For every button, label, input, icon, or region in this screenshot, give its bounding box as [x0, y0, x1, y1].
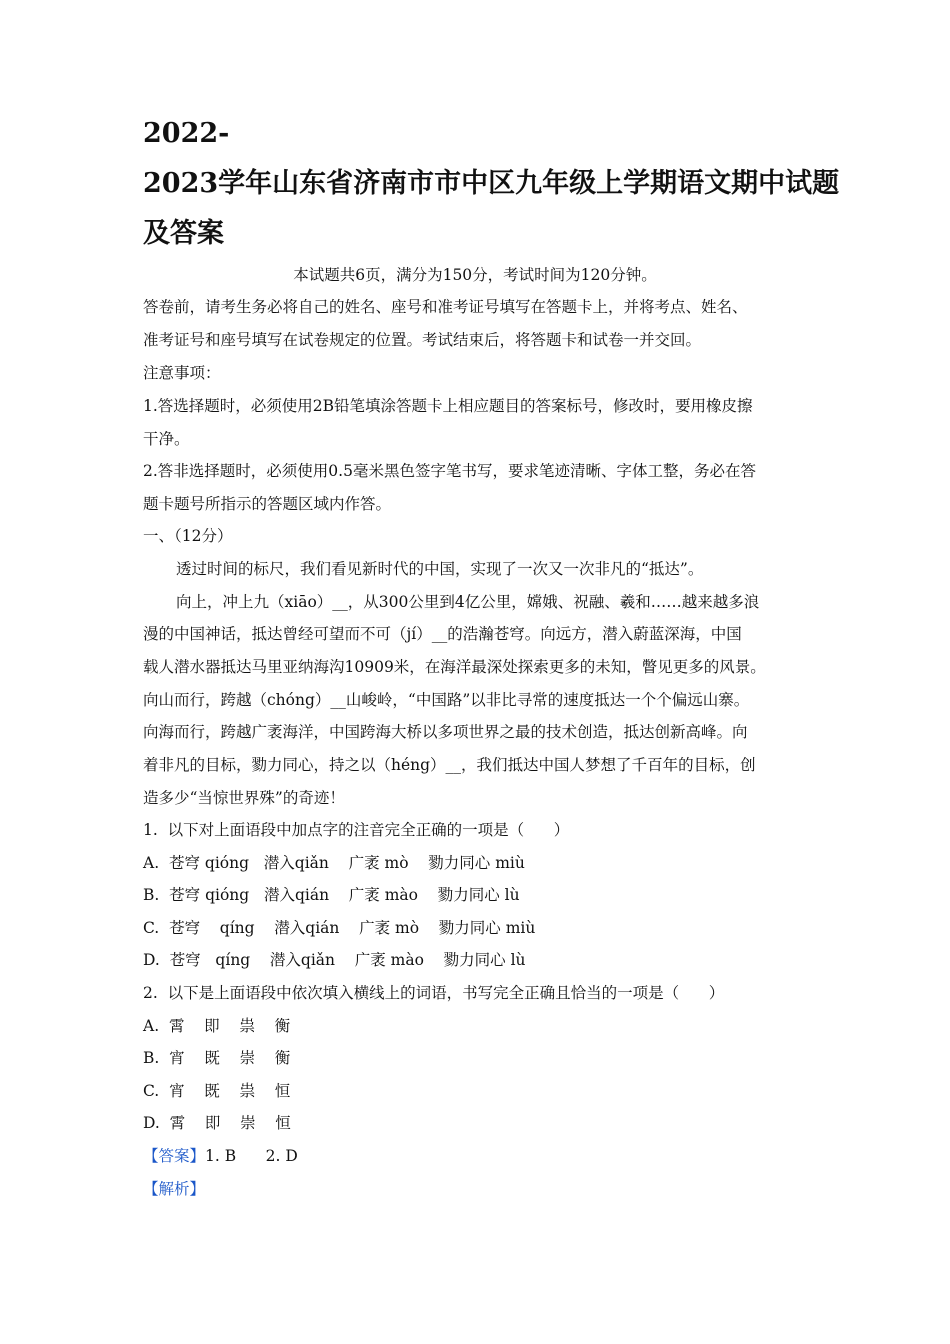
- option-d: D. 霄 即 崇 恒: [143, 1114, 291, 1132]
- passage-line: 漫的中国神话，抵达曾经可望而不可（jí）__的浩瀚苍穹。向远方，潜入蔚蓝深海，中国: [143, 625, 742, 643]
- analysis-line: [143, 1177, 205, 1201]
- option-b: B. 苍穹 qióng 潜入qián 广袤 mào 勠力同心 lù: [143, 886, 520, 904]
- question-stem: 2. 以下是上面语段中依次填入横线上的词语，书写完全正确且恰当的一项是（ ）: [143, 984, 725, 1002]
- title-line-3: 及答案: [143, 218, 224, 249]
- title-line-2: 2023学年山东省济南市市中区九年级上学期语文期中试题: [143, 168, 840, 199]
- note-line: 题卡题号所指示的答题区域内作答。: [143, 495, 392, 513]
- passage-line: 载人潜水器抵达马里亚纳海沟10909米，在海洋最深处探索更多的未知，瞥见更多的风景。: [143, 658, 766, 676]
- option-c: C. 苍穹 qíng 潜入qián 广袤 mò 勠力同心 miù: [143, 919, 536, 937]
- option-a: A. 苍穹 qióng 潜入qiǎn 广袤 mò 勠力同心 miù: [143, 854, 525, 872]
- passage-line: 向上，冲上九（xiāo）__，从300公里到4亿公里，嫦娥、祝融、羲和……越来越多浪: [176, 593, 760, 611]
- answer-line: [143, 1144, 298, 1168]
- exam-summary: 本试题共6页，满分为150分，考试时间为120分钟。: [293, 266, 657, 284]
- passage-line: 着非凡的目标，勠力同心，持之以（héng）__，我们抵达中国人梦想了千百年的目标，创: [143, 756, 756, 774]
- note-line: 干净。: [143, 430, 190, 448]
- passage-line: 向山而行，跨越（chóng）__山峻岭，“中国路”以非比寻常的速度抵达一个个偏远山寨。: [143, 691, 750, 709]
- note-line: 2.答非选择题时，必须使用0.5毫米黑色签字笔书写，要求笔迹清晰、字体工整，务必在答: [143, 462, 756, 480]
- instructions-line: 准考证号和座号填写在试卷规定的位置。考试结束后，将答题卡和试卷一并交回。: [143, 331, 702, 349]
- title-line-1: 2022-: [143, 118, 230, 149]
- answer-text: 1. B 2. D: [205, 1147, 298, 1165]
- option-b: B. 宵 既 崇 衡: [143, 1049, 291, 1067]
- section-heading: 一、（12分）: [143, 527, 233, 545]
- notes-heading: 注意事项：: [143, 364, 221, 382]
- answer-tag: 【答案】: [143, 1147, 206, 1165]
- option-c: C. 宵 既 祟 恒: [143, 1082, 291, 1100]
- note-line: 1.答选择题时，必须使用2B铅笔填涂答题卡上相应题目的答案标号，修改时，要用橡皮擦: [143, 397, 753, 415]
- passage-line: 透过时间的标尺，我们看见新时代的中国，实现了一次又一次非凡的“抵达”。: [176, 560, 704, 578]
- analysis-tag: 【解析】: [143, 1180, 206, 1198]
- question-stem: 1. 以下对上面语段中加点字的注音完全正确的一项是（ ）: [143, 821, 570, 839]
- instructions-line: 答卷前，请考生务必将自己的姓名、座号和准考证号填写在答题卡上，并将考点、姓名、: [143, 298, 748, 316]
- option-d: D. 苍穹 qíng 潜入qiǎn 广袤 mào 勠力同心 lù: [143, 951, 526, 969]
- passage-line: 造多少“当惊世界殊”的奇迹！: [143, 789, 345, 807]
- passage-line: 向海而行，跨越广袤海洋，中国跨海大桥以多项世界之最的技术创造，抵达创新高峰。向: [143, 723, 748, 741]
- option-a: A. 霄 即 祟 衡: [143, 1017, 291, 1035]
